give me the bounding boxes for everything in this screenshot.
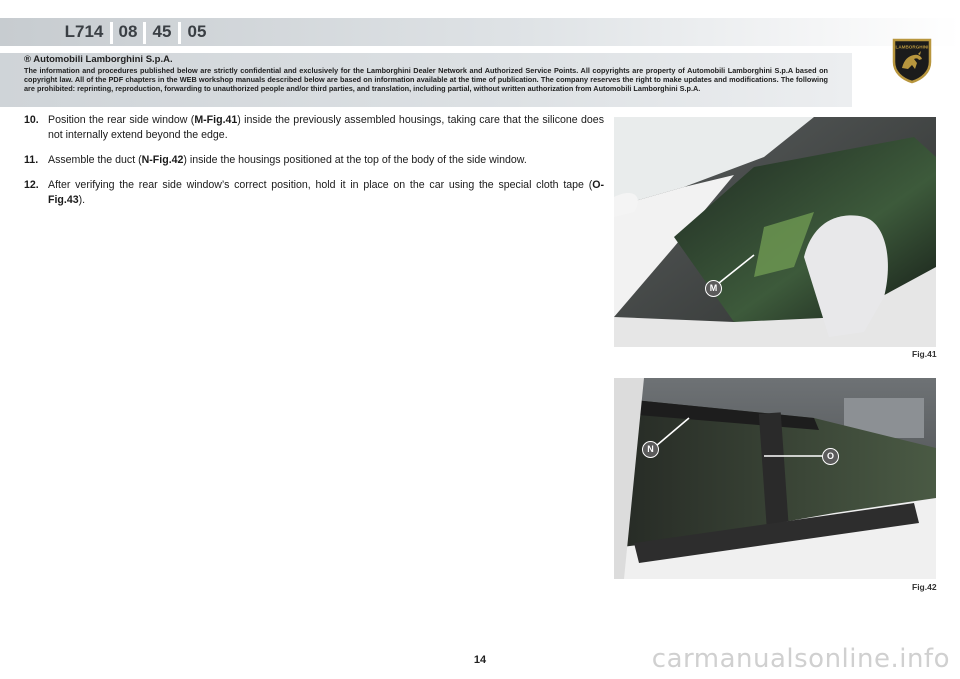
procedure-step — [24, 178, 604, 208]
figure-42-photo — [614, 378, 936, 579]
header-code-bar — [0, 18, 960, 46]
group-code: 08 — [118, 22, 138, 41]
step-text: Assemble the duct ( — [48, 154, 142, 166]
step-number: 10. — [24, 114, 39, 126]
step-number: 12. — [24, 179, 39, 191]
section-code: 05 — [187, 22, 207, 41]
step-number: 11. — [24, 154, 39, 166]
procedure-step — [24, 113, 604, 143]
step-text: After verifying the rear side window’s correct position, hold it in place on the car using the special cloth tape ( — [48, 179, 593, 191]
callout-n: N — [642, 441, 659, 458]
callout-o: O — [822, 448, 839, 465]
callout-m: M — [705, 280, 722, 297]
copyright-body: The information and procedures published below are strictly confidential and exclusively for the Lamborghini Dealer Network and Authorized Service Points. All copyrights are property of Automobili Lamborghini S.p.A based on copyright law. All of the PDF chapters in the WEB workshop manuals described below are based on information available at the time of publication. The company reserves the right to make updates and modifications. The following are prohibited: reprinting, reproduction, forwarding to unauthorized people and/or third parties, and translation, including partial, without written authorization from Automobili Lamborghini S.p.A. — [24, 66, 828, 94]
subgroup-code: 45 — [152, 22, 172, 41]
copyright-notice — [24, 54, 828, 94]
model-code: L714 — [64, 22, 104, 41]
step-figure-ref: O-Fig.43 — [48, 179, 604, 206]
figure-41-photo — [614, 117, 936, 347]
step-text: ) inside the housings positioned at the top of the body of the side window. — [183, 154, 527, 166]
procedure-steps — [24, 113, 604, 218]
lamborghini-shield-icon — [888, 36, 936, 84]
page-number: 14 — [473, 654, 487, 666]
step-text: ) inside the previously assembled housings, taking care that the silicone does not internally extend beyond the edge. — [48, 114, 604, 141]
step-figure-ref: N-Fig.42 — [141, 154, 184, 166]
figure-42-label: Fig.42 — [912, 582, 937, 592]
copyright-title: ® Automobili Lamborghini S.p.A. — [24, 54, 173, 65]
procedure-step — [24, 153, 604, 168]
logo-wordmark: LAMBORGHINI — [895, 44, 929, 50]
step-text: ). — [78, 194, 86, 206]
figure-41-label: Fig.41 — [912, 349, 937, 359]
step-text: Position the rear side window ( — [48, 114, 195, 126]
watermark-text: carmanualsonline.info — [651, 644, 950, 674]
step-figure-ref: M-Fig.41 — [194, 114, 238, 126]
